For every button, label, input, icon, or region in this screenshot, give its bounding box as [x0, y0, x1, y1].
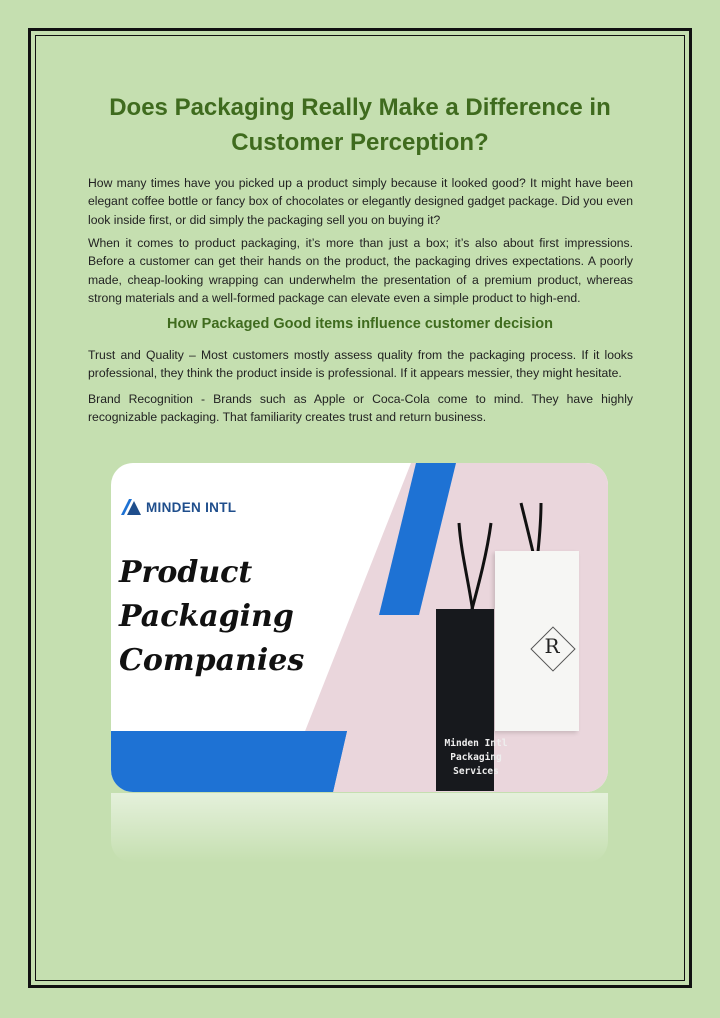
tag-line-2: Packaging	[450, 752, 502, 763]
intro-paragraph: How many times have you picked up a product simply because it looked good? It might have been elegant coffee bottle or fancy box of chocolates or elegantly designed gadget package. Did you even look inside first, or did simply the packaging sell you on buying it?	[88, 176, 633, 227]
minden-logo	[121, 499, 236, 515]
headline-line-2: Packaging	[119, 599, 294, 634]
banner-image	[111, 463, 608, 792]
tag-line-1: Minden Intl	[444, 738, 508, 749]
title-line-2: Customer Perception?	[231, 129, 489, 156]
packaging-paragraph: When it comes to product packaging, it’s more than just a box; it’s also about first impressions. Before a customer can get their hands on the product, the packaging drives expectations. A poorly made, cheap-looking wrapping can underwhelm the presentation of a premium product, whereas strong materials and a well-formed package can elevate even a simple product to high-end.	[88, 236, 633, 306]
brand-recognition-paragraph: Brand Recognition - Brands such as Apple or Coca-Cola come to mind. They have highly recognizable packaging. That familiarity creates trust and return business.	[88, 392, 633, 425]
title-line-1: Does Packaging Really Make a Difference in	[109, 94, 611, 121]
banner-reflection	[111, 793, 608, 863]
article-title	[60, 90, 660, 160]
section-heading: How Packaged Good items influence customer decision	[167, 316, 553, 332]
minden-logo-icon	[121, 499, 141, 515]
logo-text: MINDEN INTL	[146, 499, 237, 515]
tag-text	[431, 737, 521, 779]
trust-quality-paragraph: Trust and Quality – Most customers mostly assess quality from the packaging process. If it looks professional, they think the product inside is professional. If it appears messier, they might hesitate.	[88, 348, 633, 381]
monogram-letter: R	[544, 634, 560, 658]
headline-line-3: Companies	[119, 643, 305, 678]
tag-line-3: Services	[453, 766, 499, 777]
headline-line-1: Product	[119, 555, 253, 590]
banner-headline	[119, 551, 304, 683]
